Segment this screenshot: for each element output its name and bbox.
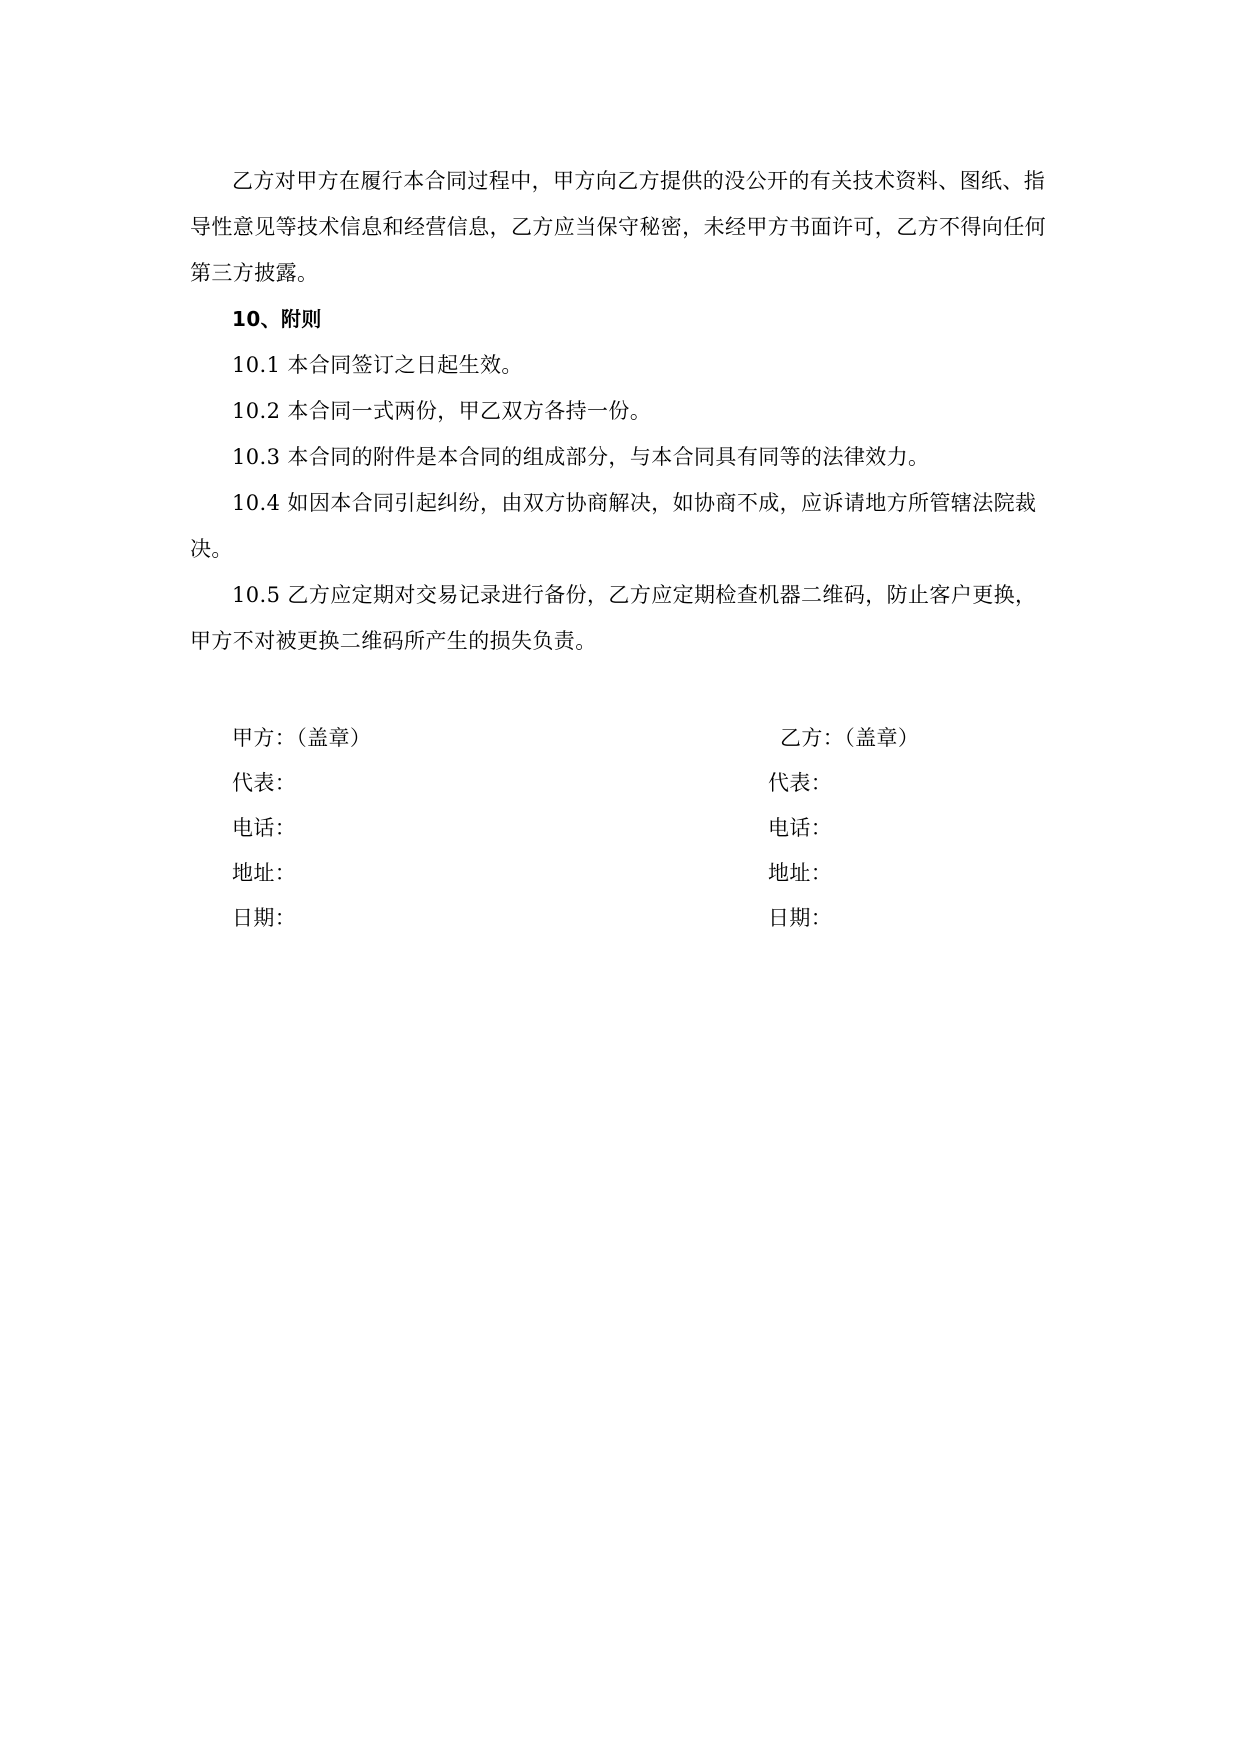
clause-10-1: 10.1 本合同签订之日起生效。: [232, 353, 523, 377]
party-b-signature-block: [768, 716, 919, 941]
document-body: [190, 158, 1052, 664]
party-a-seal-label: 甲方：（盖章）: [232, 726, 372, 750]
party-b-representative-label: 代表：: [768, 771, 833, 795]
party-a-representative-label: 代表：: [232, 771, 297, 795]
clause-10-3: 10.3 本合同的附件是本合同的组成部分，与本合同具有同等的法律效力。: [232, 445, 930, 469]
party-a-phone-label: 电话：: [232, 816, 297, 840]
party-b-date-label: 日期：: [768, 906, 833, 930]
clause-10-5: 10.5 乙方应定期对交易记录进行备份，乙方应定期检查机器二维码，防止客户更换，甲方不对被更换二维码所产生的损失负责。: [190, 583, 1037, 653]
party-b-address-label: 地址：: [768, 861, 833, 885]
party-a-signature-block: [232, 716, 371, 941]
clause-10-2: 10.2 本合同一式两份，甲乙双方各持一份。: [232, 399, 652, 423]
party-b-phone-label: 电话：: [768, 816, 833, 840]
party-b-seal-label: 乙方：（盖章）: [780, 726, 920, 750]
party-a-address-label: 地址：: [232, 861, 297, 885]
confidentiality-paragraph: 乙方对甲方在履行本合同过程中，甲方向乙方提供的没公开的有关技术资料、图纸、指导性意见等技术信息和经营信息，乙方应当保守秘密，未经甲方书面许可，乙方不得向任何第三方披露。: [190, 169, 1046, 285]
clause-10-4: 10.4 如因本合同引起纠纷，由双方协商解决，如协商不成，应诉请地方所管辖法院裁决。: [190, 491, 1037, 561]
party-a-date-label: 日期：: [232, 906, 297, 930]
section-heading: 10、附则: [232, 307, 322, 331]
